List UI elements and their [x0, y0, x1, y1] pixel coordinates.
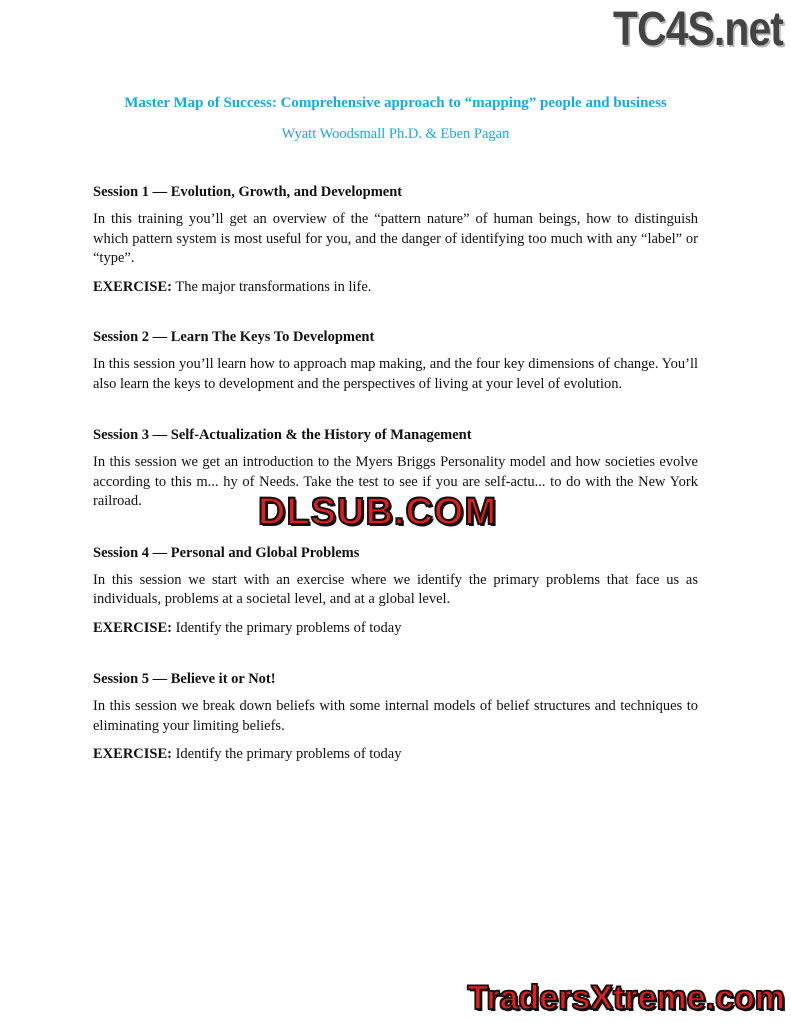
document-title: Master Map of Success: Comprehensive approach to “mapping” people and business [124, 95, 667, 111]
exercise-text: Identify the primary problems of today [171, 746, 402, 762]
session-exercise [93, 745, 698, 765]
session-heading: Session 5 — Believe it or Not! [93, 671, 276, 687]
tc4s-watermark: TC4S.net [612, 3, 783, 56]
session-2 [93, 327, 698, 394]
session-body: In this session you’ll learn how to approach map making, and the four key dimensions of change. You’ll also learn the keys to development and the perspectives of living at your level of evolution. [93, 356, 698, 392]
exercise-text: Identify the primary problems of today [171, 619, 402, 636]
session-1 [93, 182, 698, 297]
session-heading: Session 4 — Personal and Global Problems [93, 544, 360, 561]
session-body: In this training you’ll get an overview of the “pattern nature” of human beings, how to distinguish which pattern system is most useful for you, and the danger of identifying too much with any “label” or “type”. [93, 211, 698, 266]
session-5 [93, 669, 698, 765]
document-authors: Wyatt Woodsmall Ph.D. & Eben Pagan [281, 126, 510, 142]
exercise-label: EXERCISE: [93, 746, 172, 762]
exercise-label: EXERCISE: [93, 278, 172, 295]
session-heading: Session 1 — Evolution, Growth, and Development [93, 184, 403, 200]
session-heading: Session 3 — Self-Actualization & the History of Management [93, 427, 472, 443]
exercise-text: The major transformations in life. [171, 278, 372, 295]
session-body: In this session we get an introduction to the Myers Briggs Personality model and how societies evolve according to this m... hy of Needs. Take the test to see if you are self-actu... to do with the New York railroad. [93, 454, 698, 509]
session-exercise [93, 278, 698, 298]
session-4 [93, 543, 698, 639]
session-exercise [93, 619, 698, 639]
session-body: In this session we break down beliefs with some internal models of belief structures and techniques to eliminating your limiting beliefs. [93, 698, 698, 734]
session-heading: Session 2 — Learn The Keys To Development [93, 329, 375, 345]
session-body: In this session we start with an exercise where we identify the primary problems that face us as individuals, problems at a societal level, and at a global level. [93, 571, 698, 607]
tradersxtreme-watermark: TradersXtreme.com [467, 979, 785, 1017]
dlsub-watermark: DLSUB.COM [258, 491, 498, 533]
sessions-list [93, 182, 698, 774]
exercise-label: EXERCISE: [93, 619, 172, 636]
